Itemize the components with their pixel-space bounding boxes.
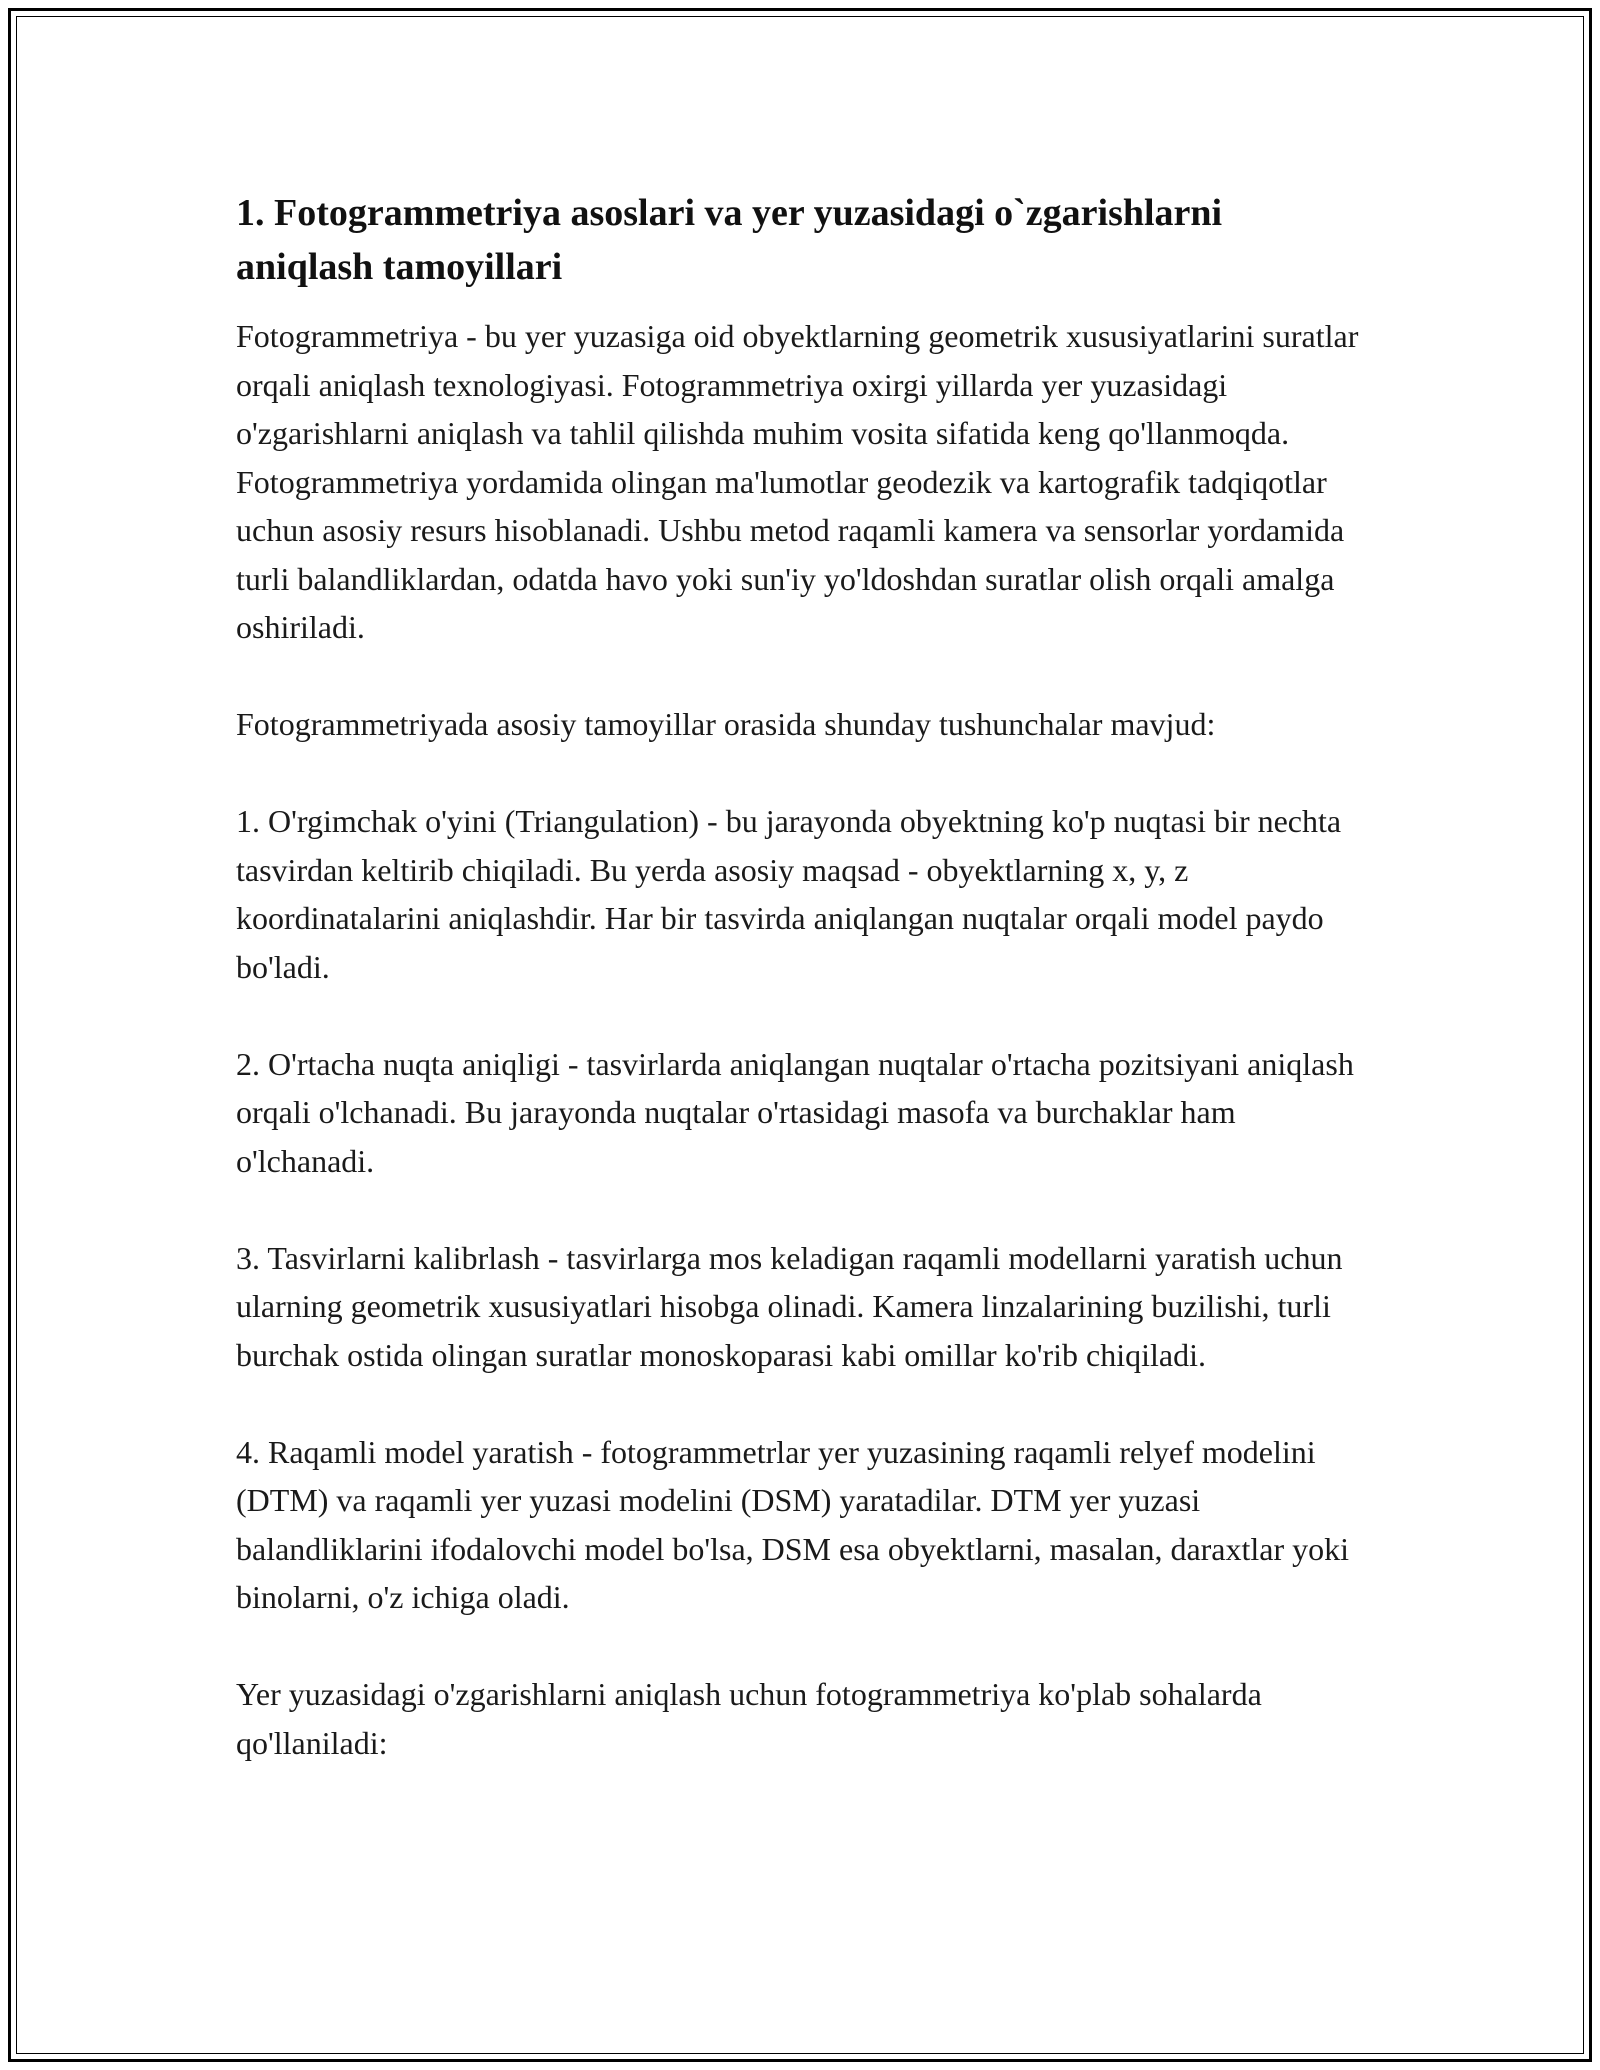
applications-intro-paragraph: Yer yuzasidagi o'zgarishlarni aniqlash uchun fotogrammetriya ko'plab sohalarda qo'llaniladi: [236,1676,1262,1761]
intro-paragraph: Fotogrammetriya - bu yer yuzasiga oid obyektlarning geometrik xususiyatlarini suratlar orqali aniqlash texnologiyasi. Fotogrammetriya oxirgi yillarda yer yuzasidagi o'zgarishlarni aniqlash va tahlil qilishda muhim vosita sifatida keng qo'llanmoqda. Fotogrammetriya yordamida olingan ma'lumotlar geodezik va kartografik tadqiqotlar uchun asosiy resurs hisoblanadi. Ushbu metod raqamli kamera va sensorlar yordamida turli balandliklardan, odatda havo yoki sun'iy yo'ldoshdan suratlar olish orqali amalga oshiriladi. [236,318,1359,645]
document-content [236,186,1366,1816]
section-heading: 1. Fotogrammetriya asoslari va yer yuzasidagi o`zgarishlarni aniqlash tamoyillari [236,192,1223,288]
principles-intro-paragraph: Fotogrammetriyada asosiy tamoyillar orasida shunday tushunchalar mavjud: [236,706,1216,742]
principle-triangulation-paragraph: 1. O'rgimchak o'yini (Triangulation) - bu jarayonda obyektning ko'p nuqtasi bir nechta tasvirdan keltirib chiqiladi. Bu yerda asosiy maqsad - obyektlarning x, y, z koordinatalarini aniqlashdir. Har bir tasvirda aniqlangan nuqtalar orqali model paydo bo'ladi. [236,803,1342,985]
principle-calibration-paragraph: 3. Tasvirlarni kalibrlash - tasvirlarga mos keladigan raqamli modellarni yaratish uchun ularning geometrik xususiyatlari hisobga olinadi. Kamera linzalarining buzilishi, turli burchak ostida olingan suratlar monoskoparasi kabi omillar ko'rib chiqiladi. [236,1239,1343,1373]
principle-point-accuracy-paragraph: 2. O'rtacha nuqta aniqligi - tasvirlarda aniqlangan nuqtalar o'rtacha pozitsiyani aniqlash orqali o'lchanadi. Bu jarayonda nuqtalar o'rtasidagi masofa va burchaklar ham o'lchanadi. [236,1045,1354,1179]
principle-digital-model-paragraph: 4. Raqamli model yaratish - fotogrammetrlar yer yuzasining raqamli relyef modelini (DTM) va raqamli yer yuzasi modelini (DSM) yaratadilar. DTM yer yuzasi balandliklarini ifodalovchi model bo'lsa, DSM esa obyektlarni, masalan, daraxtlar yoki binolarni, o'z ichiga oladi. [236,1433,1350,1615]
